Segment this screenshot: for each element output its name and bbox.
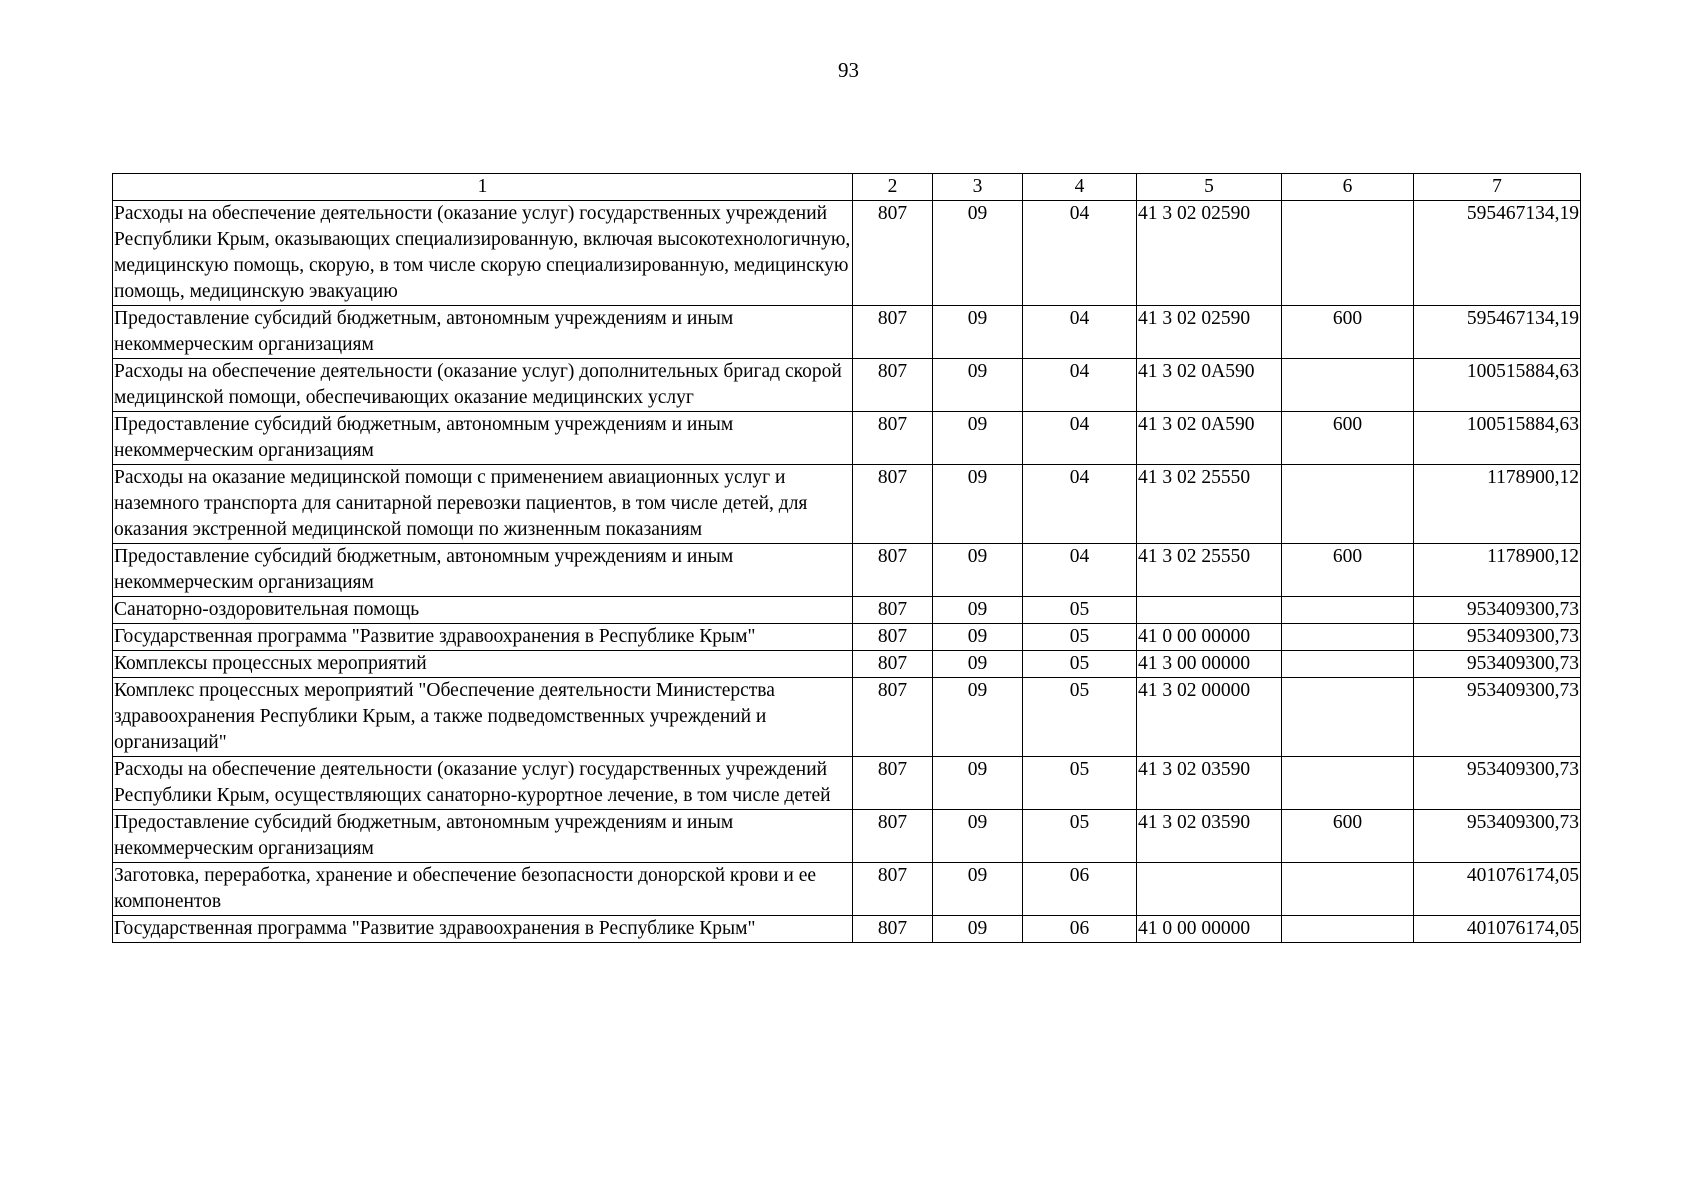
cell-grbs: 807 xyxy=(853,412,933,465)
cell-grbs: 807 xyxy=(853,757,933,810)
cell-section: 09 xyxy=(933,757,1023,810)
cell-grbs: 807 xyxy=(853,597,933,624)
cell-target-article: 41 3 02 0А590 xyxy=(1137,412,1282,465)
cell-target-article: 41 3 02 25550 xyxy=(1137,544,1282,597)
cell-amount: 401076174,05 xyxy=(1414,916,1581,943)
cell-subsection: 05 xyxy=(1023,678,1137,757)
header-col-3: 3 xyxy=(933,174,1023,201)
cell-section: 09 xyxy=(933,597,1023,624)
cell-subsection: 05 xyxy=(1023,624,1137,651)
cell-amount: 595467134,19 xyxy=(1414,306,1581,359)
cell-target-article: 41 3 02 03590 xyxy=(1137,757,1282,810)
cell-expense-type xyxy=(1282,916,1414,943)
table-row xyxy=(113,359,1581,412)
cell-target-article: 41 3 02 02590 xyxy=(1137,201,1282,306)
cell-expense-type: 600 xyxy=(1282,306,1414,359)
table-row xyxy=(113,863,1581,916)
header-col-5: 5 xyxy=(1137,174,1282,201)
cell-expense-type: 600 xyxy=(1282,810,1414,863)
cell-subsection: 04 xyxy=(1023,544,1137,597)
cell-amount: 953409300,73 xyxy=(1414,757,1581,810)
cell-subsection: 04 xyxy=(1023,201,1137,306)
cell-name: Расходы на оказание медицинской помощи с применением авиационных услуг и наземного транспорта для санитарной перевозки пациентов, в том числе детей, для оказания экстренной медицинской помощи по жизненным показаниям xyxy=(113,465,853,544)
cell-section: 09 xyxy=(933,863,1023,916)
cell-subsection: 04 xyxy=(1023,306,1137,359)
cell-expense-type xyxy=(1282,651,1414,678)
table-row xyxy=(113,757,1581,810)
cell-grbs: 807 xyxy=(853,863,933,916)
table-row xyxy=(113,916,1581,943)
table-row xyxy=(113,465,1581,544)
cell-amount: 953409300,73 xyxy=(1414,810,1581,863)
cell-subsection: 06 xyxy=(1023,863,1137,916)
cell-section: 09 xyxy=(933,810,1023,863)
cell-target-article: 41 3 02 03590 xyxy=(1137,810,1282,863)
table-row xyxy=(113,810,1581,863)
cell-target-article: 41 0 00 00000 xyxy=(1137,624,1282,651)
cell-target-article: 41 3 02 02590 xyxy=(1137,306,1282,359)
cell-name: Предоставление субсидий бюджетным, автономным учреждениям и иным некоммерческим организациям xyxy=(113,412,853,465)
cell-name: Предоставление субсидий бюджетным, автономным учреждениям и иным некоммерческим организациям xyxy=(113,544,853,597)
cell-section: 09 xyxy=(933,544,1023,597)
header-row xyxy=(113,174,1581,201)
cell-amount: 100515884,63 xyxy=(1414,412,1581,465)
cell-expense-type xyxy=(1282,624,1414,651)
cell-target-article: 41 3 02 00000 xyxy=(1137,678,1282,757)
header-col-1: 1 xyxy=(113,174,853,201)
cell-name: Государственная программа "Развитие здравоохранения в Республике Крым" xyxy=(113,624,853,651)
cell-expense-type xyxy=(1282,863,1414,916)
cell-grbs: 807 xyxy=(853,465,933,544)
header-col-6: 6 xyxy=(1282,174,1414,201)
cell-subsection: 04 xyxy=(1023,359,1137,412)
cell-target-article: 41 3 02 25550 xyxy=(1137,465,1282,544)
cell-expense-type xyxy=(1282,757,1414,810)
cell-name: Расходы на обеспечение деятельности (оказание услуг) государственных учреждений Республики Крым, осуществляющих санаторно-курортное лечение, в том числе детей xyxy=(113,757,853,810)
table-row xyxy=(113,597,1581,624)
cell-section: 09 xyxy=(933,412,1023,465)
page-number: 93 xyxy=(838,58,859,82)
cell-amount: 953409300,73 xyxy=(1414,651,1581,678)
cell-name: Предоставление субсидий бюджетным, автономным учреждениям и иным некоммерческим организациям xyxy=(113,306,853,359)
cell-name: Расходы на обеспечение деятельности (оказание услуг) дополнительных бригад скорой медицинской помощи, обеспечивающих оказание медицинских услуг xyxy=(113,359,853,412)
cell-subsection: 05 xyxy=(1023,597,1137,624)
cell-section: 09 xyxy=(933,624,1023,651)
header-col-2: 2 xyxy=(853,174,933,201)
cell-grbs: 807 xyxy=(853,624,933,651)
cell-name: Государственная программа "Развитие здравоохранения в Республике Крым" xyxy=(113,916,853,943)
cell-subsection: 05 xyxy=(1023,651,1137,678)
table-header xyxy=(113,174,1581,201)
cell-amount: 953409300,73 xyxy=(1414,624,1581,651)
cell-grbs: 807 xyxy=(853,678,933,757)
cell-target-article xyxy=(1137,597,1282,624)
cell-amount: 953409300,73 xyxy=(1414,597,1581,624)
cell-name: Расходы на обеспечение деятельности (оказание услуг) государственных учреждений Республики Крым, оказывающих специализированную, включая высокотехнологичную, медицинскую помощь, скорую, в том числе скорую специализированную, медицинскую помощь, медицинскую эвакуацию xyxy=(113,201,853,306)
cell-section: 09 xyxy=(933,678,1023,757)
table-row xyxy=(113,544,1581,597)
cell-grbs: 807 xyxy=(853,916,933,943)
cell-expense-type: 600 xyxy=(1282,544,1414,597)
table-body xyxy=(113,201,1581,943)
cell-subsection: 05 xyxy=(1023,757,1137,810)
cell-section: 09 xyxy=(933,201,1023,306)
cell-subsection: 04 xyxy=(1023,412,1137,465)
cell-amount: 953409300,73 xyxy=(1414,678,1581,757)
cell-expense-type xyxy=(1282,597,1414,624)
cell-target-article: 41 3 02 0А590 xyxy=(1137,359,1282,412)
cell-grbs: 807 xyxy=(853,810,933,863)
cell-name: Предоставление субсидий бюджетным, автономным учреждениям и иным некоммерческим организациям xyxy=(113,810,853,863)
cell-grbs: 807 xyxy=(853,201,933,306)
cell-target-article: 41 3 00 00000 xyxy=(1137,651,1282,678)
table-row xyxy=(113,651,1581,678)
cell-expense-type: 600 xyxy=(1282,412,1414,465)
cell-subsection: 05 xyxy=(1023,810,1137,863)
cell-grbs: 807 xyxy=(853,651,933,678)
cell-name: Комплекс процессных мероприятий "Обеспечение деятельности Министерства здравоохранения Республики Крым, а также подведомственных учреждений и организаций" xyxy=(113,678,853,757)
cell-section: 09 xyxy=(933,651,1023,678)
cell-amount: 401076174,05 xyxy=(1414,863,1581,916)
cell-subsection: 04 xyxy=(1023,465,1137,544)
cell-grbs: 807 xyxy=(853,544,933,597)
header-col-7: 7 xyxy=(1414,174,1581,201)
table-row xyxy=(113,678,1581,757)
cell-expense-type xyxy=(1282,465,1414,544)
cell-expense-type xyxy=(1282,201,1414,306)
cell-name: Заготовка, переработка, хранение и обеспечение безопасности донорской крови и ее компонентов xyxy=(113,863,853,916)
cell-section: 09 xyxy=(933,306,1023,359)
cell-name: Санаторно-оздоровительная помощь xyxy=(113,597,853,624)
cell-grbs: 807 xyxy=(853,306,933,359)
table-row xyxy=(113,201,1581,306)
cell-section: 09 xyxy=(933,465,1023,544)
cell-expense-type xyxy=(1282,359,1414,412)
cell-name: Комплексы процессных мероприятий xyxy=(113,651,853,678)
cell-amount: 1178900,12 xyxy=(1414,465,1581,544)
cell-grbs: 807 xyxy=(853,359,933,412)
cell-target-article: 41 0 00 00000 xyxy=(1137,916,1282,943)
cell-amount: 595467134,19 xyxy=(1414,201,1581,306)
cell-section: 09 xyxy=(933,916,1023,943)
cell-section: 09 xyxy=(933,359,1023,412)
budget-table xyxy=(112,173,1581,943)
table-row xyxy=(113,306,1581,359)
cell-subsection: 06 xyxy=(1023,916,1137,943)
header-col-4: 4 xyxy=(1023,174,1137,201)
cell-amount: 1178900,12 xyxy=(1414,544,1581,597)
cell-target-article xyxy=(1137,863,1282,916)
cell-expense-type xyxy=(1282,678,1414,757)
table-row xyxy=(113,624,1581,651)
cell-amount: 100515884,63 xyxy=(1414,359,1581,412)
table-row xyxy=(113,412,1581,465)
